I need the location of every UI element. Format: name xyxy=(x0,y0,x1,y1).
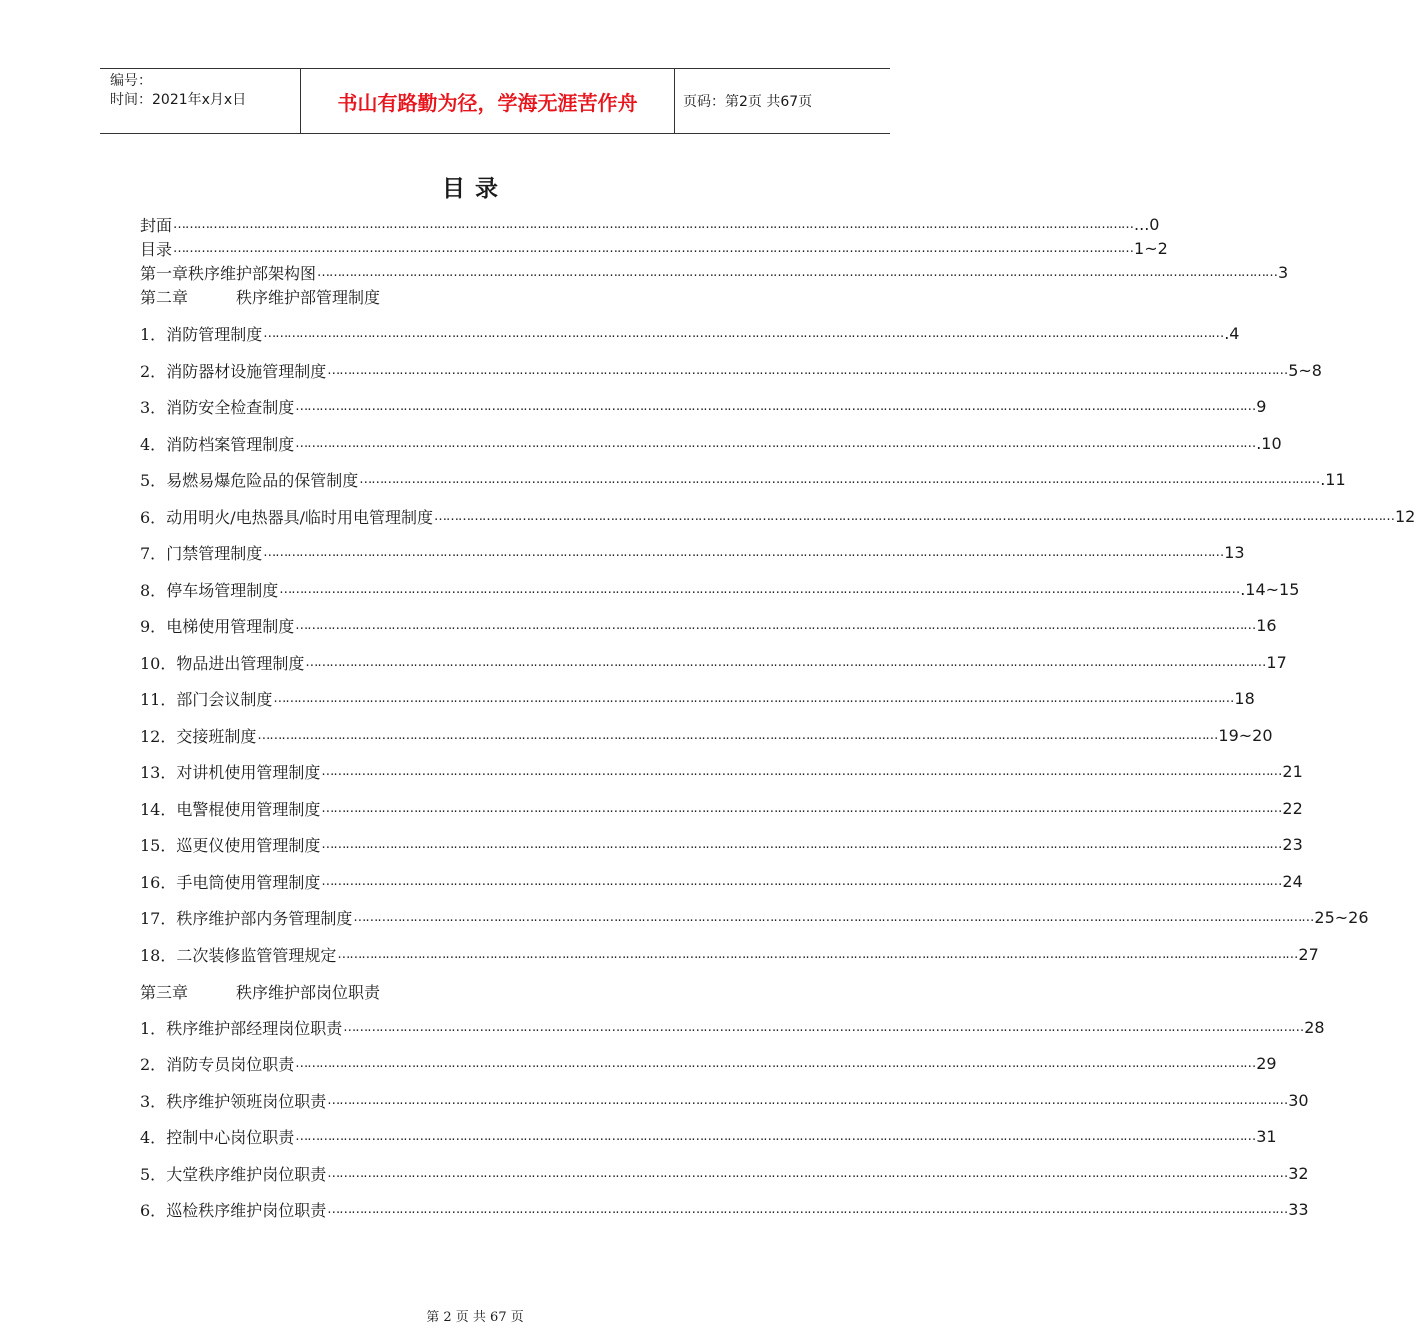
toc-entry-page: 12 xyxy=(1394,506,1415,526)
toc-entry-page: 22 xyxy=(1282,798,1303,818)
toc-leader-dots: …………………………………………………………………………………………………………………………………………………………………………………………………………………… xyxy=(359,471,1320,487)
toc-entry-title: 消防档案管理制度 xyxy=(166,434,295,454)
toc-entry-page: 31 xyxy=(1256,1126,1277,1146)
toc-entry[interactable] xyxy=(140,212,1160,236)
toc-entry[interactable] xyxy=(140,979,440,1003)
toc-entry-number: 11． xyxy=(140,689,177,709)
toc-entry-title: 动用明火/电热器具/临时用电管理制度 xyxy=(166,507,433,527)
toc-entry-page: .4 xyxy=(1224,323,1240,343)
page-header xyxy=(100,68,890,134)
toc-entry-number: 第二章 xyxy=(140,287,189,307)
toc-entry-number: 15． xyxy=(140,835,177,855)
toc-entry-page: 32 xyxy=(1288,1163,1309,1183)
toc-entry-title: 秩序维护部经理岗位职责 xyxy=(166,1018,343,1038)
toc-entry-title: 秩序维护领班岗位职责 xyxy=(166,1091,327,1111)
toc-entry-title: 消防专员岗位职责 xyxy=(166,1054,295,1074)
toc-entry-number: 14． xyxy=(140,799,177,819)
toc-entry-page: 16 xyxy=(1256,615,1277,635)
toc-entry-number: 12． xyxy=(140,726,177,746)
header-motto: 书山有路勤为径，学海无涯苦作舟 xyxy=(301,69,675,133)
toc-entry-page: 18 xyxy=(1234,688,1255,708)
toc-entry-title: 消防器材设施管理制度 xyxy=(166,361,327,381)
toc-entry-title: 易燃易爆危险品的保管制度 xyxy=(166,470,359,490)
toc-entry-number: 8． xyxy=(140,580,167,600)
toc-entry[interactable] xyxy=(140,650,1287,674)
toc-entry[interactable] xyxy=(140,759,1303,783)
toc-entry[interactable] xyxy=(140,1015,1325,1039)
toc-entry[interactable] xyxy=(140,1088,1309,1112)
toc-leader-dots: …………………………………………………………………………………………………………………………………………………………………………………………………………………… xyxy=(327,1165,1288,1181)
toc-leader-dots: …………………………………………………………………………………………………………………………………………………………………………………………………………………… xyxy=(337,946,1298,962)
toc-leader-dots: …………………………………………………………………………………………………………………………………………………………………………………………………………………… xyxy=(321,836,1282,852)
toc-entry-title: 秩序维护部岗位职责 xyxy=(236,982,381,1002)
toc-leader-dots: …………………………………………………………………………………………………………………………………………………………………………………………………………………… xyxy=(343,1019,1304,1035)
toc-entry-title: 消防安全检查制度 xyxy=(166,397,295,417)
toc-entry-title: 目录 xyxy=(140,239,173,259)
toc-entry-number: 1． xyxy=(140,324,167,344)
toc-entry[interactable] xyxy=(140,686,1255,710)
toc-leader-dots: …………………………………………………………………………………………………………………………………………………………………………………………………………………… xyxy=(263,544,1224,560)
toc-entry[interactable] xyxy=(140,613,1277,637)
toc-entry-number: 4． xyxy=(140,434,167,454)
toc-entry-number: 7． xyxy=(140,543,167,563)
toc-entry-title: 部门会议制度 xyxy=(176,689,273,709)
toc-entry-title: 物品进出管理制度 xyxy=(176,653,305,673)
toc-leader-dots: …………………………………………………………………………………………………………………………………………………………………………………………………………………… xyxy=(279,581,1240,597)
toc-entry-number: 10． xyxy=(140,653,177,673)
toc-entry[interactable] xyxy=(140,905,1369,929)
toc-entry-title: 巡检秩序维护岗位职责 xyxy=(166,1200,327,1220)
header-meta xyxy=(100,69,301,133)
toc-entry-page: 25~26 xyxy=(1314,907,1369,927)
toc-entry-page: 3 xyxy=(1278,262,1289,282)
toc-leader-dots: …………………………………………………………………………………………………………………………………………………………………………………………………………………… xyxy=(295,435,1256,451)
toc-entry-page: 23 xyxy=(1282,834,1303,854)
toc-entry[interactable] xyxy=(140,869,1303,893)
toc-entry-page: 1~2 xyxy=(1134,238,1168,258)
toc-entry-page: 9 xyxy=(1256,396,1267,416)
toc-entry-number: 13． xyxy=(140,762,177,782)
toc-leader-dots: …………………………………………………………………………………………………………………………………………………………………………………………………………………… xyxy=(273,690,1234,706)
toc-entry[interactable] xyxy=(140,832,1303,856)
toc-entry-page: 29 xyxy=(1256,1053,1277,1073)
toc-entry-number: 5． xyxy=(140,470,167,490)
toc-entry[interactable] xyxy=(140,467,1346,491)
toc-entry[interactable] xyxy=(140,1124,1277,1148)
toc-entry-page: 28 xyxy=(1304,1017,1325,1037)
toc-entry-number: 1． xyxy=(140,1018,167,1038)
toc-entry-page: 19~20 xyxy=(1218,725,1273,745)
toc-entry-title: 二次装修监管管理规定 xyxy=(176,945,337,965)
toc-entry-title: 停车场管理制度 xyxy=(166,580,279,600)
toc-entry[interactable] xyxy=(140,260,1289,284)
toc-entry-title: 封面 xyxy=(140,215,173,235)
toc-entry[interactable] xyxy=(140,236,1168,260)
toc-entry-title: 电梯使用管理制度 xyxy=(166,616,295,636)
toc-leader-dots: …………………………………………………………………………………………………………………………………………………………………………………………………………………… xyxy=(173,216,1134,232)
header-page-label: 页码：第2页 共67页 xyxy=(683,94,813,110)
toc-leader-dots: …………………………………………………………………………………………………………………………………………………………………………………………………………………… xyxy=(295,1128,1256,1144)
toc-leader-dots: …………………………………………………………………………………………………………………………………………………………………………………………………………………… xyxy=(263,325,1224,341)
toc-entry-number: 2． xyxy=(140,361,167,381)
toc-leader-dots: …………………………………………………………………………………………………………………………………………………………………………………………………………………… xyxy=(295,617,1256,633)
toc-entry-number: 16． xyxy=(140,872,177,892)
toc-entry-page: 13 xyxy=(1224,542,1245,562)
toc-entry-title: 门禁管理制度 xyxy=(166,543,263,563)
toc-entry-number: 6． xyxy=(140,507,167,527)
toc-leader-dots: …………………………………………………………………………………………………………………………………………………………………………………………………………………… xyxy=(321,873,1282,889)
toc-entry-number: 9． xyxy=(140,616,167,636)
toc-entry-number: 17． xyxy=(140,908,177,928)
toc-entry-page: 21 xyxy=(1282,761,1303,781)
toc-entry-title: 秩序维护部管理制度 xyxy=(236,287,381,307)
page-footer: 第 2 页 共 67 页 xyxy=(426,1310,524,1325)
toc-entry-page: 30 xyxy=(1288,1090,1309,1110)
toc-entry[interactable] xyxy=(140,1197,1309,1221)
toc-entry-title: 对讲机使用管理制度 xyxy=(176,762,321,782)
toc-entry-number: 4． xyxy=(140,1127,167,1147)
toc-entry-page: 33 xyxy=(1288,1199,1309,1219)
toc-entry-number: 3． xyxy=(140,1091,167,1111)
toc-leader-dots: …………………………………………………………………………………………………………………………………………………………………………………………………………………… xyxy=(327,1092,1288,1108)
toc-entry-title: 控制中心岗位职责 xyxy=(166,1127,295,1147)
toc-leader-dots: …………………………………………………………………………………………………………………………………………………………………………………………………………………… xyxy=(295,398,1256,414)
toc-title: 目录 xyxy=(442,176,508,202)
toc-entry-number: 2． xyxy=(140,1054,167,1074)
toc-entry[interactable] xyxy=(140,431,1282,455)
toc-entry-title: 秩序维护部内务管理制度 xyxy=(176,908,353,928)
toc-leader-dots: …………………………………………………………………………………………………………………………………………………………………………………………………………………… xyxy=(353,909,1314,925)
toc-leader-dots: …………………………………………………………………………………………………………………………………………………………………………………………………………………… xyxy=(295,1055,1256,1071)
toc-entry[interactable] xyxy=(140,723,1273,747)
toc-entry[interactable] xyxy=(140,504,1415,528)
toc-entry-title: 秩序维护部架构图 xyxy=(188,263,317,283)
code-label: 编号： xyxy=(110,73,152,89)
toc-entry[interactable] xyxy=(140,577,1300,601)
toc-entry-title: 消防管理制度 xyxy=(166,324,263,344)
toc-entry-title: 交接班制度 xyxy=(176,726,257,746)
toc-entry-number: 5． xyxy=(140,1164,167,1184)
toc-leader-dots: …………………………………………………………………………………………………………………………………………………………………………………………………………………… xyxy=(317,264,1278,280)
toc-entry-number: 3． xyxy=(140,397,167,417)
toc-entry-title: 电警棍使用管理制度 xyxy=(176,799,321,819)
toc-entry-page: ...0 xyxy=(1134,214,1160,234)
toc-entry-page: .10 xyxy=(1256,433,1282,453)
toc-leader-dots: …………………………………………………………………………………………………………………………………………………………………………………………………………………… xyxy=(327,1201,1288,1217)
toc-entry-page: 24 xyxy=(1282,871,1303,891)
toc-entry-title: 巡更仪使用管理制度 xyxy=(176,835,321,855)
toc-entry-page: .11 xyxy=(1320,469,1346,489)
toc-entry[interactable] xyxy=(140,796,1303,820)
toc-entry[interactable] xyxy=(140,394,1267,418)
toc-entry-page: .14~15 xyxy=(1240,579,1300,599)
toc-entry[interactable] xyxy=(140,942,1319,966)
toc-entry[interactable] xyxy=(140,284,440,308)
toc-leader-dots: …………………………………………………………………………………………………………………………………………………………………………………………………………………… xyxy=(305,654,1266,670)
toc-entry-page: 27 xyxy=(1298,944,1319,964)
toc-entry-title: 大堂秩序维护岗位职责 xyxy=(166,1164,327,1184)
toc-entry[interactable] xyxy=(140,358,1322,382)
toc-leader-dots: …………………………………………………………………………………………………………………………………………………………………………………………………………………… xyxy=(321,763,1282,779)
toc-leader-dots: …………………………………………………………………………………………………………………………………………………………………………………………………………………… xyxy=(257,727,1218,743)
toc-entry-number: 第三章 xyxy=(140,982,189,1002)
date-label: 时间：2021年x月x日 xyxy=(110,92,247,108)
toc-entry-page: 17 xyxy=(1266,652,1287,672)
toc-entry-title: 手电筒使用管理制度 xyxy=(176,872,321,892)
toc-leader-dots: …………………………………………………………………………………………………………………………………………………………………………………………………………………… xyxy=(433,508,1394,524)
toc-entry[interactable] xyxy=(140,540,1245,564)
toc-leader-dots: …………………………………………………………………………………………………………………………………………………………………………………………………………………… xyxy=(327,362,1288,378)
toc-entry[interactable] xyxy=(140,1161,1309,1185)
toc-entry-page: 5~8 xyxy=(1288,360,1322,380)
toc-entry[interactable] xyxy=(140,1051,1277,1075)
toc-leader-dots: …………………………………………………………………………………………………………………………………………………………………………………………………………………… xyxy=(321,800,1282,816)
toc-entry[interactable] xyxy=(140,321,1240,345)
toc-leader-dots: …………………………………………………………………………………………………………………………………………………………………………………………………………………… xyxy=(173,240,1134,256)
toc-entry-number: 第一章 xyxy=(140,263,189,283)
toc-entry-number: 18． xyxy=(140,945,177,965)
toc-entry-number: 6． xyxy=(140,1200,167,1220)
